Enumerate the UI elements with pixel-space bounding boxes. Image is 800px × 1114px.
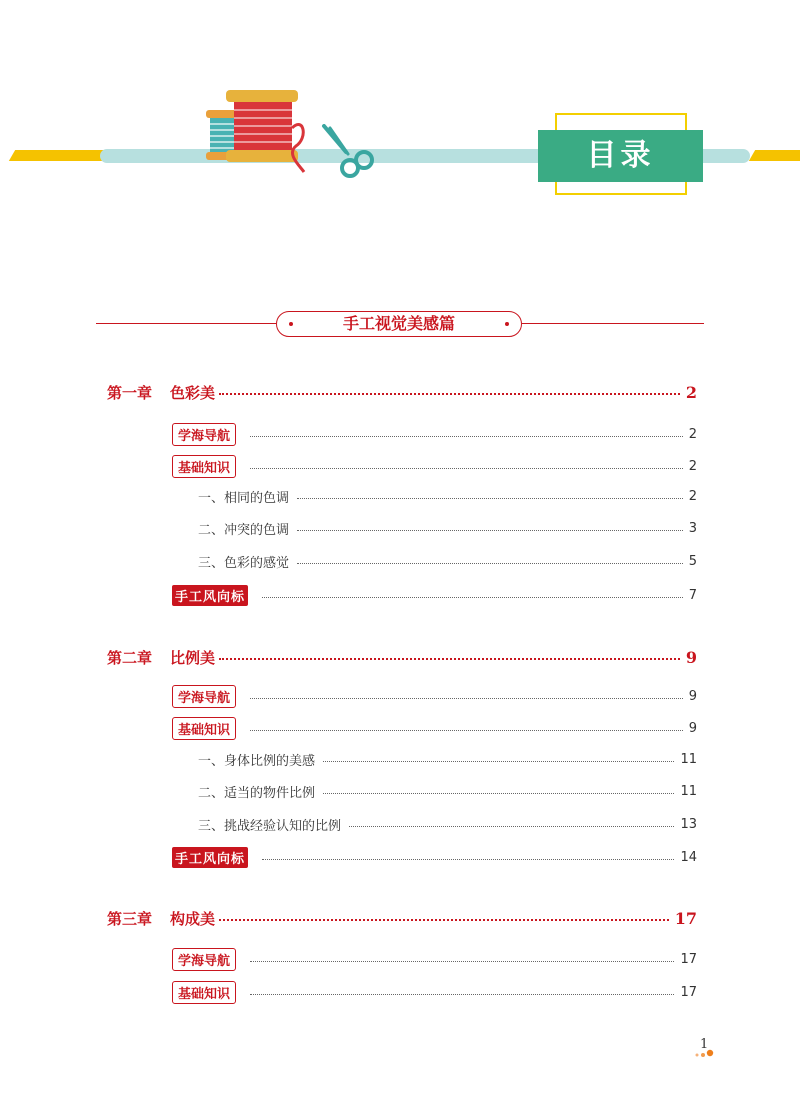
toc-subentry[interactable] — [198, 485, 697, 507]
entry-page: 9 — [688, 720, 697, 736]
toc-entry[interactable] — [172, 948, 697, 970]
chapter-page: 17 — [674, 908, 697, 928]
subentry-label: 一、身体比例的美感 — [198, 753, 316, 769]
entry-page: 2 — [688, 488, 697, 504]
wind-tag: 手工风向标 — [172, 585, 248, 606]
chapter-row[interactable] — [107, 380, 697, 404]
dot-leader — [250, 468, 683, 469]
page-title: 目录 — [538, 130, 703, 182]
dot-leader — [349, 826, 674, 827]
chapter-label: 第三章 — [107, 909, 153, 928]
wind-tag: 手工风向标 — [172, 847, 248, 868]
toc-subentry[interactable] — [198, 517, 697, 539]
nav-tag: 学海导航 — [172, 423, 236, 446]
dot-leader — [250, 698, 683, 699]
entry-page: 11 — [680, 751, 697, 767]
entry-page: 2 — [688, 426, 697, 442]
dot-leader — [219, 658, 680, 660]
entry-page: 2 — [688, 458, 697, 474]
dot-leader — [323, 793, 674, 794]
chapter-page: 9 — [685, 647, 697, 667]
subentry-label: 三、挑战经验认知的比例 — [198, 818, 342, 834]
toc-entry[interactable] — [172, 981, 697, 1003]
toc-entry[interactable] — [172, 455, 697, 477]
dot-leader — [297, 530, 683, 531]
entry-page: 9 — [688, 688, 697, 704]
dot-leader — [323, 761, 674, 762]
page-number: 1 — [700, 1037, 709, 1052]
subentry-label: 三、色彩的感觉 — [198, 555, 290, 571]
dot-leader — [250, 961, 674, 962]
nav-tag: 学海导航 — [172, 685, 236, 708]
dot-leader — [262, 859, 674, 860]
nav-tag: 学海导航 — [172, 948, 236, 971]
toc-subentry[interactable] — [198, 550, 697, 572]
section-banner — [276, 311, 522, 337]
dot-leader — [297, 498, 683, 499]
dot-leader — [219, 919, 669, 921]
subentry-label: 二、适当的物件比例 — [198, 785, 316, 801]
basics-tag: 基础知识 — [172, 455, 236, 478]
banner-line-right — [522, 323, 704, 324]
chapter-row[interactable] — [107, 645, 697, 669]
toc-entry[interactable] — [172, 717, 697, 739]
toc-entry[interactable] — [172, 846, 697, 868]
dot-leader — [297, 563, 683, 564]
entry-page: 5 — [688, 553, 697, 569]
subentry-label: 一、相同的色调 — [198, 490, 290, 506]
chapter-label: 第二章 — [107, 648, 153, 667]
entry-page: 7 — [688, 587, 697, 603]
chapter-row[interactable] — [107, 906, 697, 930]
right-yellow-stripe — [749, 150, 800, 161]
chapter-name: 构成美 — [170, 909, 216, 928]
entry-page: 11 — [680, 783, 697, 799]
basics-tag: 基础知识 — [172, 717, 236, 740]
dot-leader — [250, 436, 683, 437]
scissors-icon — [318, 124, 374, 182]
dot-leader — [219, 393, 680, 395]
dot-leader — [250, 730, 683, 731]
toc-entry[interactable] — [172, 423, 697, 445]
banner-line-left — [96, 323, 276, 324]
entry-page: 3 — [688, 520, 697, 536]
entry-page: 17 — [680, 951, 697, 967]
chapter-page: 2 — [685, 382, 697, 402]
chapter-name: 色彩美 — [170, 383, 216, 402]
page-dots-icon — [694, 1047, 716, 1059]
toc-entry[interactable] — [172, 584, 697, 606]
banner-dot-right — [505, 322, 509, 326]
toc-entry[interactable] — [172, 685, 697, 707]
toc-subentry[interactable] — [198, 813, 697, 835]
section-title: 手工视觉美感篇 — [342, 314, 455, 333]
chapter-label: 第一章 — [107, 383, 153, 402]
toc-subentry[interactable] — [198, 780, 697, 802]
dot-leader — [250, 994, 674, 995]
entry-page: 17 — [680, 984, 697, 1000]
banner-dot-left — [289, 322, 293, 326]
basics-tag: 基础知识 — [172, 981, 236, 1004]
entry-page: 13 — [680, 816, 697, 832]
entry-page: 14 — [680, 849, 697, 865]
toc-subentry[interactable] — [198, 748, 697, 770]
subentry-label: 二、冲突的色调 — [198, 522, 290, 538]
chapter-name: 比例美 — [170, 648, 216, 667]
thread-spools-icon — [200, 88, 310, 174]
dot-leader — [262, 597, 683, 598]
